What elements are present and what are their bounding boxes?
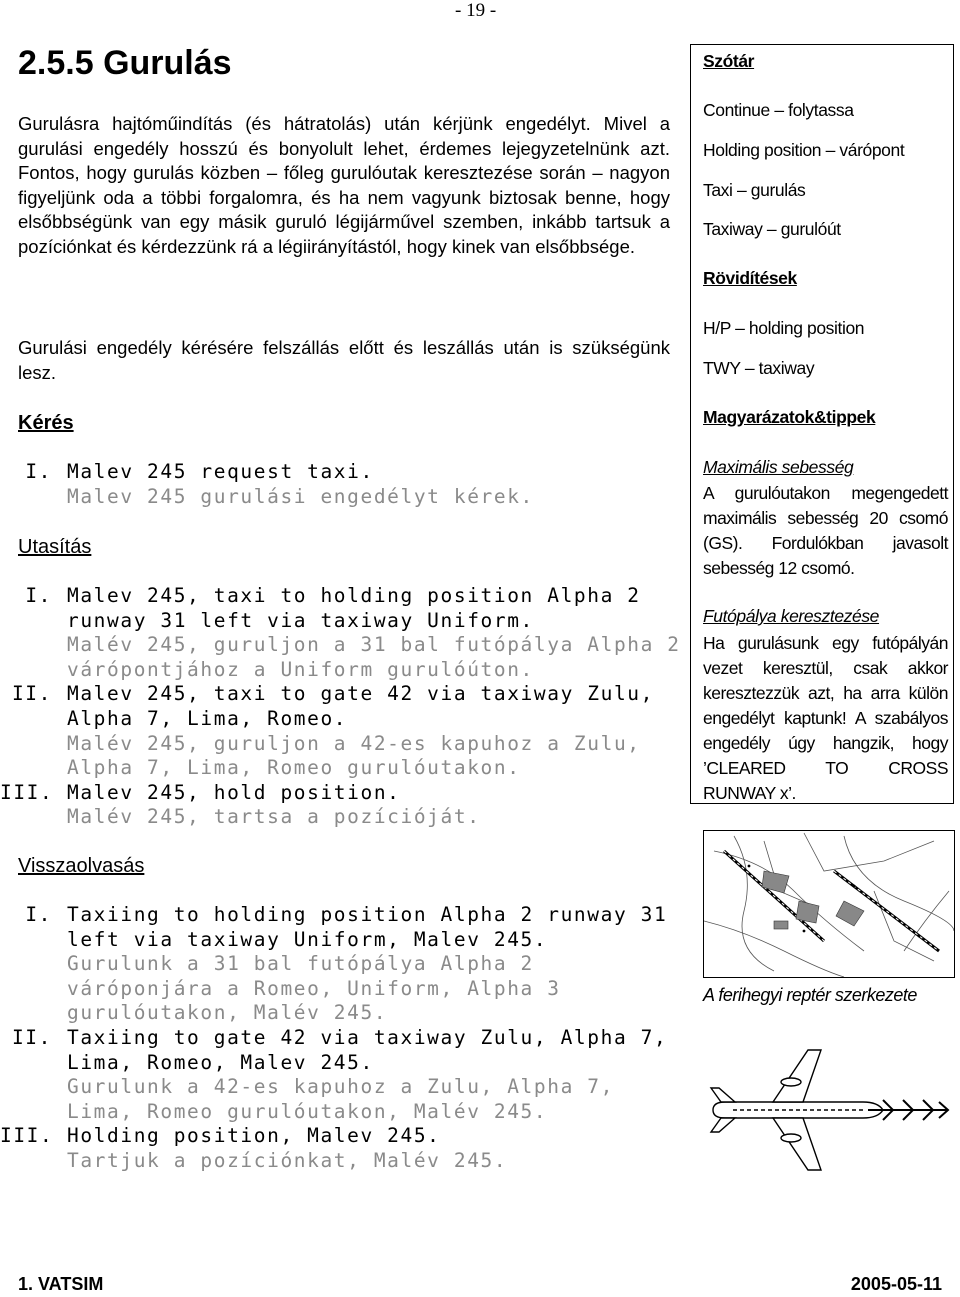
dialogue-line [0,1124,680,1149]
dialogue-line [0,1149,680,1174]
abbreviations-heading: Rövidítések [703,268,797,288]
dialogue-phrase: Malev 245 request taxi. [67,460,374,483]
dialogue-phrase: Alpha 7, Lima, Romeo. [67,707,348,730]
dialogue-translation: Alpha 7, Lima, Romeo gurulóutakon. [67,756,521,780]
dialogue-phrase: Taxiing to gate 42 via taxiway Zulu, Alpha 7, [67,1026,668,1049]
dictionary-item: Taxiway – gurulóút [703,219,841,239]
dialogue-line [0,1051,680,1076]
dialogue-line [0,732,680,757]
dialogue-phrase: Lima, Romeo, Malev 245. [67,1050,374,1074]
dialogue-line [0,928,680,953]
section-request-heading: Kérés [18,412,74,434]
tip-runway-crossing-title: Futópálya keresztezése [703,606,880,626]
dialogue-translation: Malév 245, guruljon a 31 bal futópálya Alpha 2 [67,633,681,657]
dialogue-translation: Lima, Romeo gurulóutakon, Malév 245. [67,1099,548,1123]
dialogue-phrase: runway 31 left via taxiway Uniform. [67,608,534,632]
tip-runway-crossing-text: Ha gurulásunk egy futópályán vezet keresztül, csak akkor keresztezzük azt, ha arra külön engedélyt kaptunk! A szabályos engedély úgy hangzik, hogy ’CLEARED TO CROSS RUNWAY x’. [703,633,948,803]
dialogue-number: I. [25,460,52,483]
section-instruction-heading: Utasítás [18,536,92,558]
intro-paragraph: Gurulásra hajtóműindítás (és hátratolás) után kérjünk engedélyt. Mivel a gurulási engedély hosszú és bonyolult lehet, érdemes lejegyzetelnünk azt. Fontos, hogy gurulás közben – főleg gurulóutak keresztezése során – nagyon figyeljünk oda a többi forgalomra, és ha nem vagyunk biztosak benne, hogy elsőbbségünk van egy másik guruló légijárművel szemben, inkább tartsuk a pozíciónkat és kérdezzünk rá a légiirányítástól, hogy kinek van elsőbbsége. [18,113,670,257]
abbreviation-item: TWY – taxiway [703,358,815,378]
dialogue-number: III. [0,1124,54,1148]
dictionary-heading: Szótár [703,51,755,71]
dialogue-line [0,805,680,830]
dialogue-number: I. [25,903,52,926]
dialogue-phrase: Taxiing to holding position Alpha 2 runway 31 [67,903,668,926]
dialogue-translation: várópontjához a Uniform gurulóúton. [67,657,534,681]
tip-max-speed-text: A gurulóutakon megengedett maximális sebesség 20 csomó (GS). Fordulókban javasolt sebesség 12 csomó. [703,483,948,578]
arrow-icon [868,1100,948,1120]
dictionary-item: Holding position – várópont [703,140,905,160]
dialogue-translation: Gurulunk a 42-es kapuhoz a Zulu, Alpha 7, [67,1075,614,1099]
dialogue-line [0,1001,680,1026]
dialogue-line [0,633,680,658]
dialogue-translation: váróponjára a Romeo, Uniform, Alpha 3 [67,976,561,1000]
dialogue-number: III. [0,780,54,804]
dialogue-translation: Malév 245, guruljon a 42-es kapuhoz a Zulu, [67,731,641,755]
tip-max-speed-title: Maximális sebesség [703,457,854,477]
dialogue-line [0,707,680,732]
dialogue-line [0,952,680,977]
airplane-icon [711,1050,883,1170]
dialogue-number: II. [11,682,52,706]
dialogue-phrase: Malev 245, taxi to gate 42 via taxiway Zulu, [67,682,654,706]
dialogue-line [0,609,680,634]
dialogue-line [0,1026,680,1051]
dialogue-line [0,460,680,485]
dialogue-translation: gurulóutakon, Malév 245. [67,1001,388,1025]
dictionary-item: Continue – folytassa [703,100,854,120]
airport-map-drawing [704,831,955,978]
dialogue-translation: Tartjuk a pozíciónkat, Malév 245. [67,1149,508,1172]
dialogue-line [0,485,680,510]
page-number: - 19 - [455,0,497,21]
dialogue-translation: Gurulunk a 31 bal futópálya Alpha 2 [67,952,534,976]
dictionary-item: Taxi – gurulás [703,180,806,200]
dialogue-phrase: Malev 245, hold position. [67,780,401,804]
dialogue-phrase: Holding position, Malev 245. [67,1124,441,1148]
airport-map-image [703,830,955,978]
dialogue-line [0,584,680,609]
map-caption: A ferihegyi reptér szerkezete [703,985,917,1005]
airplane-icon-area [703,1040,953,1180]
tips-heading: Magyarázatok&tippek [703,407,876,427]
footer-left: 1. VATSIM [18,1274,104,1294]
page-title: 2.5.5 Gurulás [18,44,232,82]
dialogue-line [0,903,680,928]
dialogue-translation: Malév 245, tartsa a pozícióját. [67,805,481,829]
dialogue-number: I. [25,584,52,607]
sidebar-box [690,44,954,804]
dialogue-line [0,781,680,806]
dialogue-line [0,1075,680,1100]
dialogue-number: II. [11,1026,52,1049]
dialogue-translation: Malev 245 gurulási engedélyt kérek. [67,484,534,508]
dialogue-line [0,658,680,683]
dialogue-phrase: left via taxiway Uniform, Malev 245. [67,927,548,951]
dialogue-line [0,977,680,1002]
second-paragraph: Gurulási engedély kérésére felszállás előtt és leszállás után is szükségünk lesz. [18,337,670,383]
dialogue-phrase: Malev 245, taxi to holding position Alpha 2 [67,584,641,607]
dialogue-line [0,756,680,781]
section-readback-heading: Visszaolvasás [18,855,145,877]
dialogue-line [0,1100,680,1125]
dialogue-line [0,682,680,707]
footer-right: 2005-05-11 [850,1274,942,1294]
abbreviation-item: H/P – holding position [703,318,865,338]
